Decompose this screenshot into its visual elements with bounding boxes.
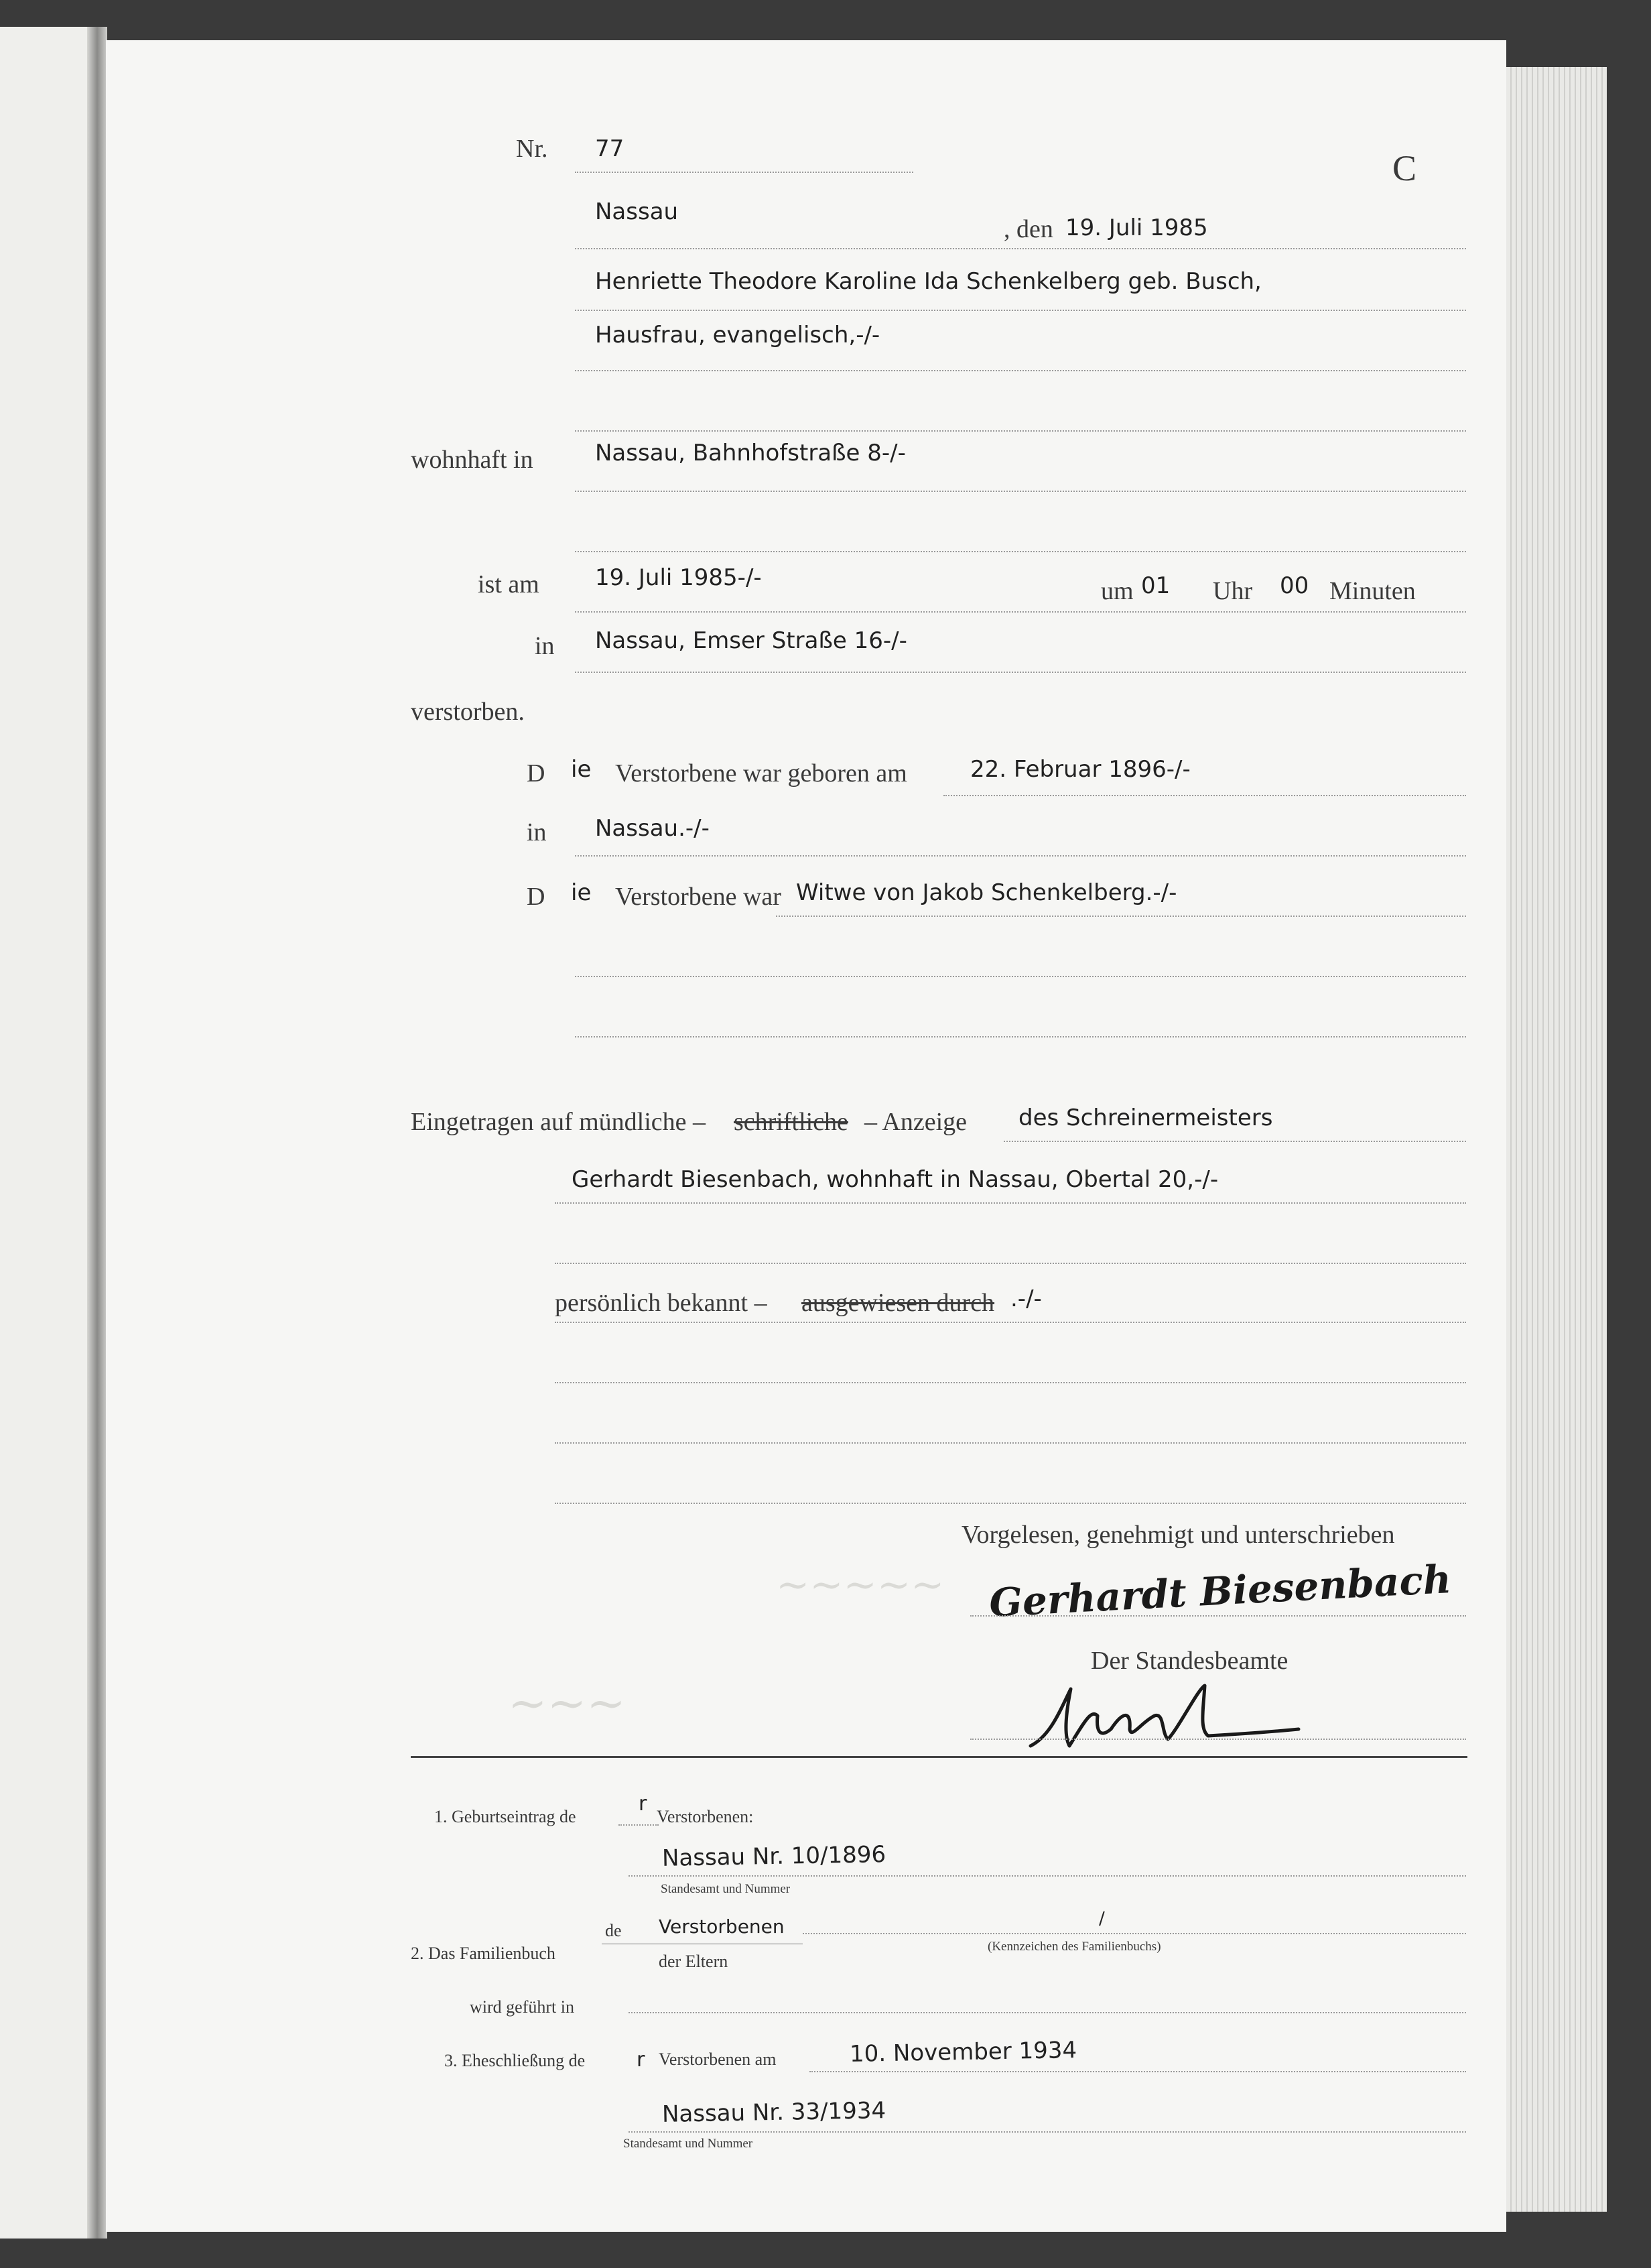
entry-place: Nassau: [595, 198, 679, 225]
footer-item3-caption: Standesamt und Nummer: [623, 2137, 753, 2151]
birth-d-prefix: D: [527, 759, 545, 788]
name-rule-1: [575, 310, 1466, 311]
footer-item2-rule-1: [803, 1933, 1466, 1934]
registrar-signature: [1024, 1682, 1305, 1756]
status-rule-2: [575, 976, 1466, 977]
time-um: um: [1101, 577, 1134, 605]
footer-divider: [411, 1756, 1467, 1758]
status-text: Verstorbene war: [615, 883, 781, 911]
page-edge-stack: [1506, 67, 1607, 2212]
name-rule-2: [575, 370, 1466, 371]
time-hour: 01: [1141, 572, 1171, 599]
footer-item3-rule-2: [629, 2131, 1466, 2133]
footer-item1-label: 1. Geburtseintrag de: [434, 1807, 576, 1826]
birth-date: 22. Februar 1896-/-: [970, 756, 1191, 783]
death-date-rule: [575, 611, 1466, 613]
footer-item3-label: 3. Eheschließung de: [444, 2051, 586, 2070]
footer-item1-value: Nassau Nr. 10/1896: [661, 1841, 886, 1872]
footer-item3-date: 10. November 1934: [849, 2037, 1077, 2068]
informant-signature: Gerhardt Biesenbach: [988, 1556, 1453, 1627]
footer-item2-rule-2: [629, 2012, 1466, 2013]
known-rule-4: [555, 1503, 1466, 1504]
birth-text: Verstorbene war geboren am: [615, 759, 907, 788]
footer-item1-r: r: [639, 1792, 647, 1816]
death-place-rule: [575, 672, 1466, 673]
known-text-a: persönlich bekannt –: [555, 1289, 767, 1317]
registration-text-b: – Anzeige: [864, 1108, 968, 1136]
residence-label: wohnhaft in: [411, 446, 533, 474]
book-gutter: [87, 27, 107, 2239]
informant-rule-1: [1004, 1141, 1466, 1142]
footer-item3-rule-1: [809, 2071, 1466, 2072]
known-struck-ausgewiesen: ausgewiesen durch: [801, 1289, 995, 1317]
status-d-prefix: D: [527, 883, 545, 911]
footer-item1-suffix: Verstorbenen:: [657, 1807, 754, 1826]
nr-value: 77: [595, 135, 624, 162]
nr-label: Nr.: [516, 135, 548, 163]
footer-item1-r-rule: [618, 1824, 659, 1826]
footer-item2-value: Verstorbenen: [659, 1915, 785, 1938]
bleed-through-text: ~~~~~: [776, 1562, 945, 1609]
known-text-b: .-/-: [1010, 1285, 1042, 1312]
deceased-name: Henriette Theodore Karoline Ida Schenkelberg geb. Busch,: [595, 268, 1262, 295]
entry-date: 19. Juli 1985: [1065, 214, 1208, 241]
death-place-label: in: [535, 632, 555, 660]
known-rule-2: [555, 1382, 1466, 1383]
status-rule-3: [575, 1036, 1466, 1037]
footer-item1-rule: [629, 1875, 1466, 1877]
registrar-label: Der Standesbeamte: [1091, 1647, 1289, 1675]
known-rule-1: [555, 1322, 1466, 1323]
birth-d-suffix: ie: [571, 756, 592, 783]
footer-item2-caption: (Kennzeichen des Familienbuchs): [988, 1940, 1161, 1954]
residence-value: Nassau, Bahnhofstraße 8-/-: [595, 440, 906, 466]
time-uhr: Uhr: [1213, 577, 1253, 605]
nr-rule: [575, 172, 913, 173]
known-rule-3: [555, 1442, 1466, 1444]
informant-rule-2: [555, 1202, 1466, 1204]
registration-struck-schriftliche: schriftliche: [734, 1108, 848, 1136]
death-place-value: Nassau, Emser Straße 16-/-: [595, 627, 907, 654]
informant-signature-rule: [970, 1615, 1466, 1617]
birth-date-rule: [943, 795, 1466, 796]
birth-in-label: in: [527, 818, 547, 846]
footer-item2-slash: /: [1099, 1909, 1105, 1929]
footer-item2-label: 2. Das Familienbuch: [411, 1944, 555, 1963]
birth-place: Nassau.-/-: [595, 815, 710, 842]
status-rule-1: [776, 916, 1466, 917]
register-page: [106, 40, 1506, 2232]
death-date-value: 19. Juli 1985-/-: [595, 564, 762, 591]
date-rule: [575, 248, 1466, 249]
footer-item3-r: r: [637, 2048, 645, 2072]
deceased-occupation-religion: Hausfrau, evangelisch,-/-: [595, 322, 880, 349]
footer-item3-value: Nassau Nr. 33/1934: [661, 2097, 886, 2128]
informant-line-2: Gerhardt Biesenbach, wohnhaft in Nassau, Obertal 20,-/-: [572, 1166, 1219, 1193]
corner-letter: C: [1392, 148, 1417, 188]
footer-item2-eltern: der Eltern: [659, 1952, 728, 1971]
footer-item2-wird: wird geführt in: [470, 1997, 574, 2017]
footer-item3-text: Verstorbenen am: [659, 2050, 777, 2069]
death-date-label: ist am: [478, 570, 539, 598]
residence-rule-1: [575, 491, 1466, 492]
status-value: Witwe von Jakob Schenkelberg.-/-: [796, 879, 1177, 906]
name-rule-3: [575, 430, 1466, 432]
registration-text-a: Eingetragen auf mündliche –: [411, 1108, 706, 1136]
time-minute: 00: [1280, 572, 1309, 599]
status-d-suffix: ie: [571, 879, 592, 906]
died-label: verstorben.: [411, 698, 525, 726]
registrar-signature-rule: [970, 1739, 1466, 1740]
read-approved-label: Vorgelesen, genehmigt und unterschrieben: [962, 1521, 1395, 1549]
informant-rule-3: [555, 1263, 1466, 1264]
residence-rule-2: [575, 551, 1466, 552]
date-prefix: , den: [1004, 215, 1053, 243]
birth-place-rule: [575, 855, 1466, 857]
informant-line-1: des Schreinermeisters: [1018, 1105, 1273, 1131]
bleed-through-signature: ~~~: [508, 1676, 626, 1730]
footer-item1-caption: Standesamt und Nummer: [661, 1882, 791, 1896]
footer-item2-de: de: [605, 1921, 622, 1940]
time-minuten: Minuten: [1329, 577, 1416, 605]
